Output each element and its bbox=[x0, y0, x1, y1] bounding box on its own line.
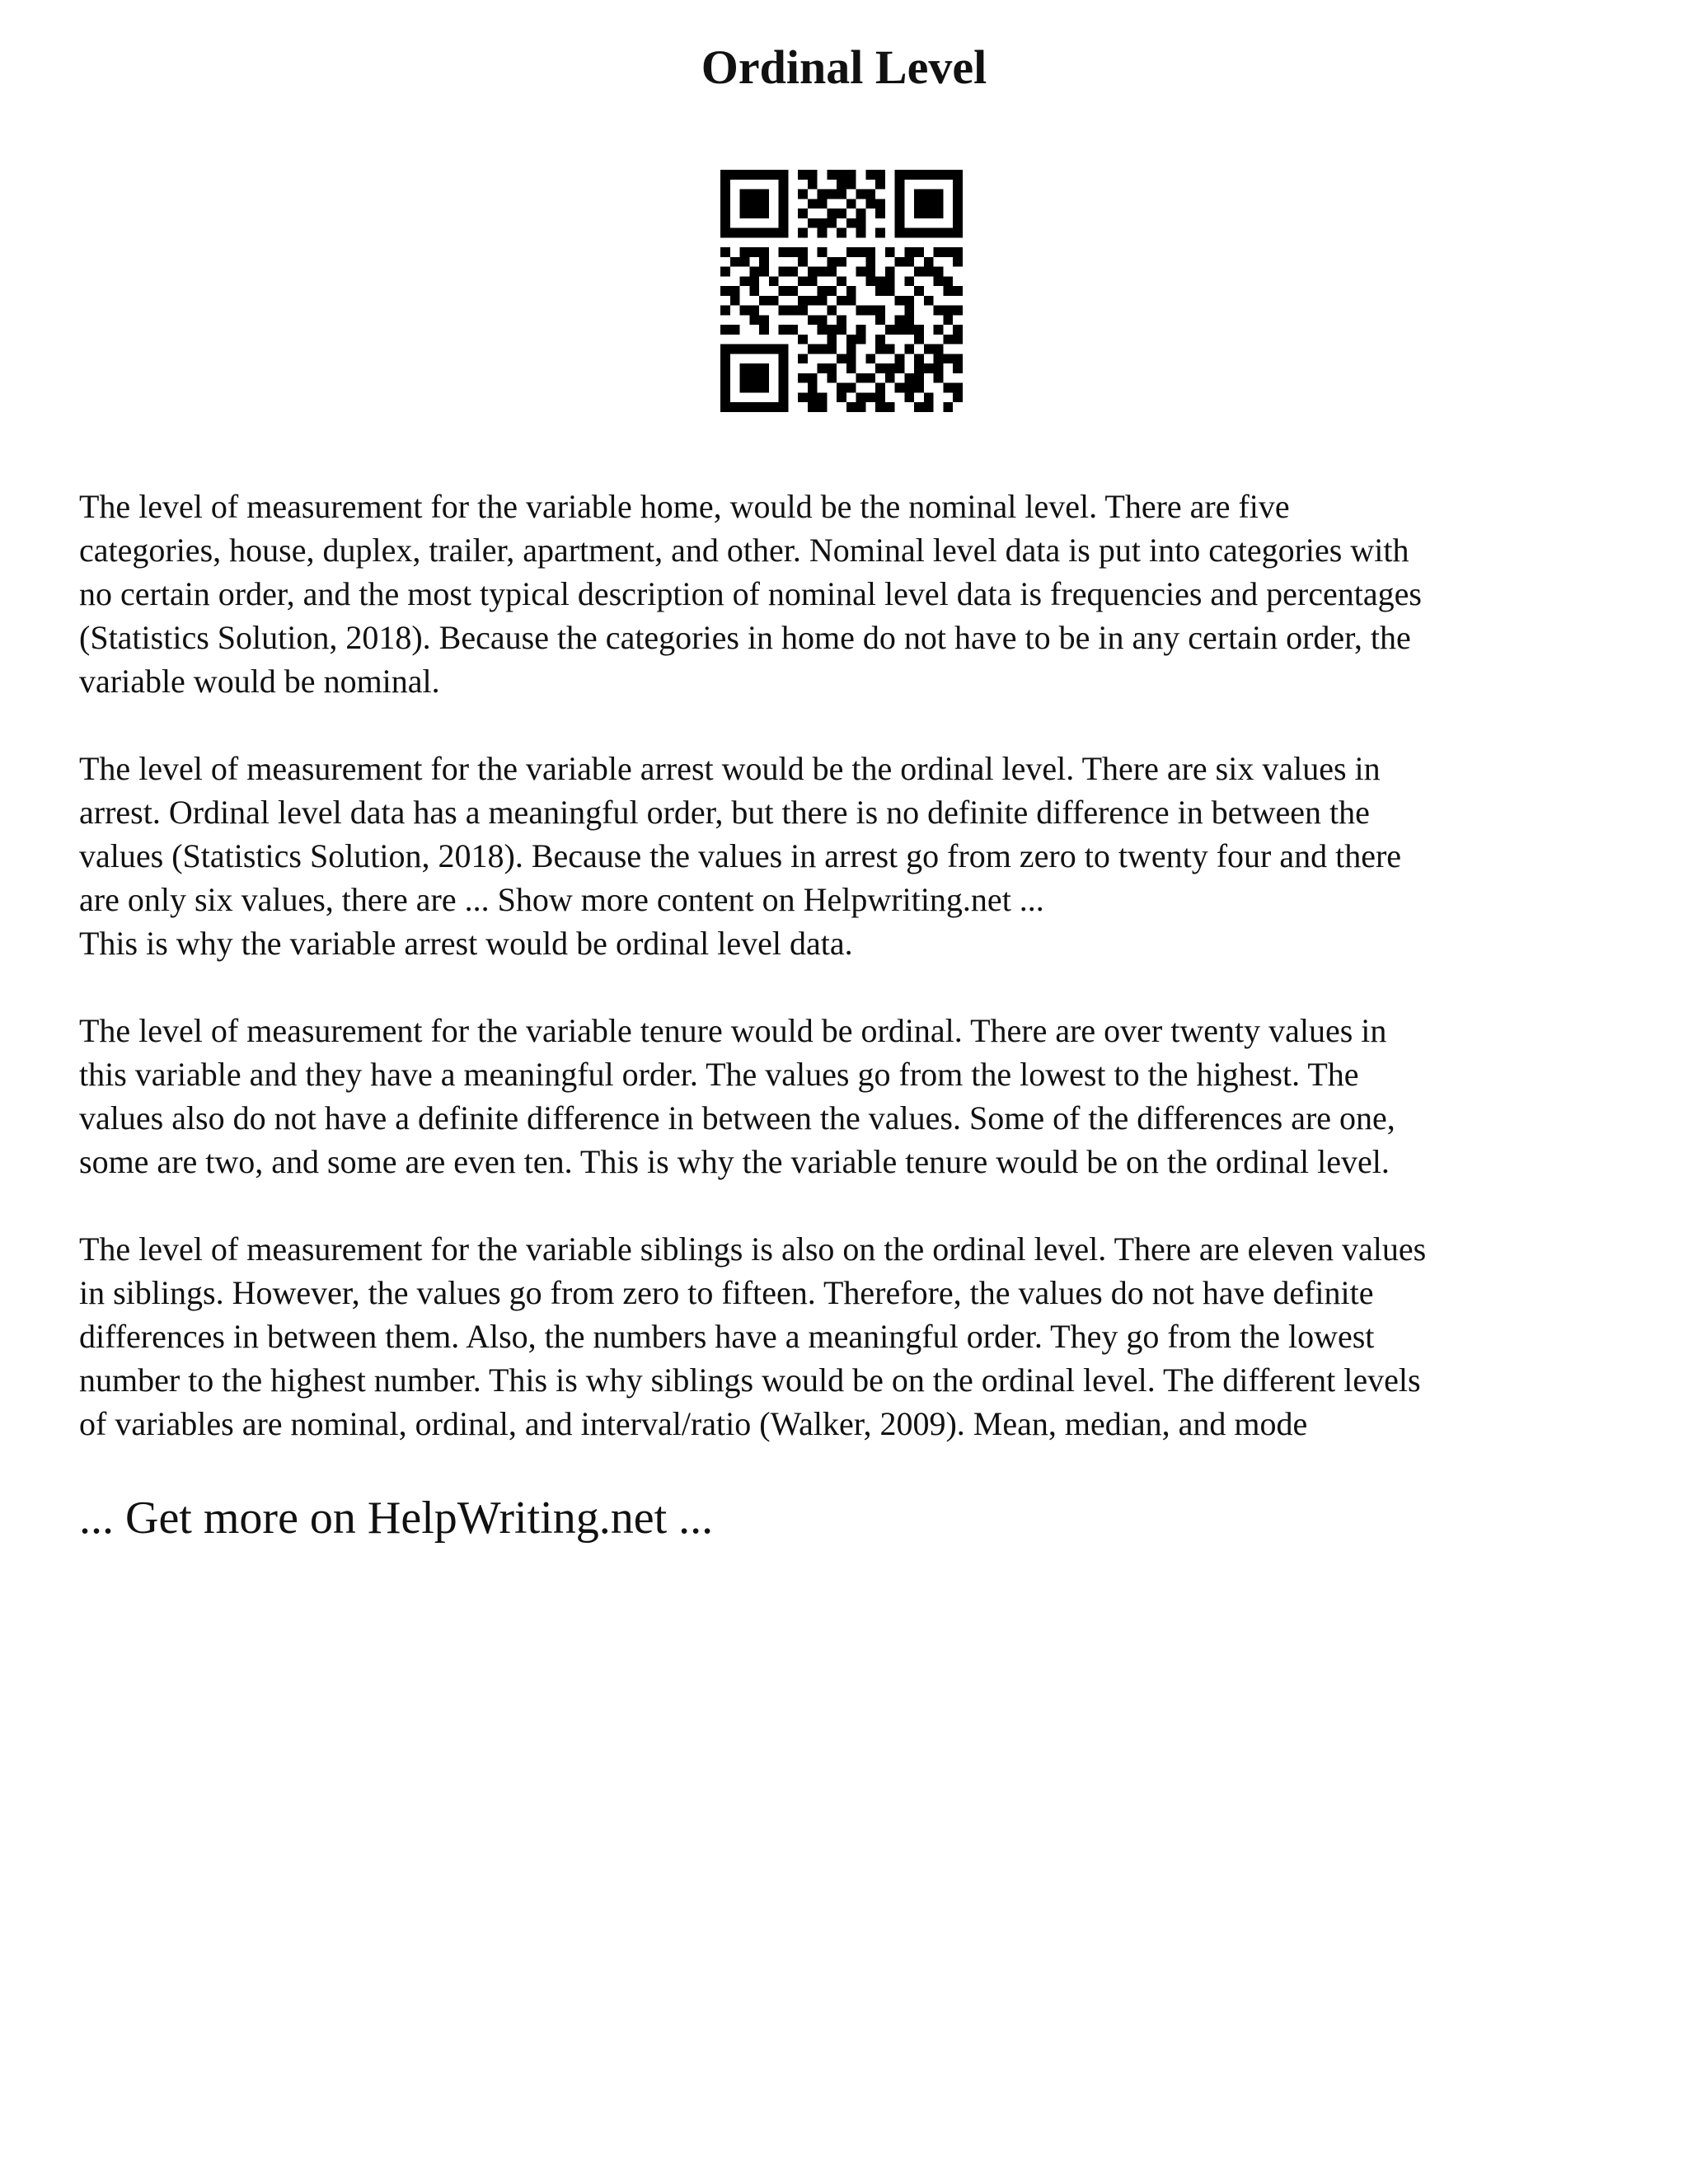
paragraph-home: The level of measurement for the variable home, would be the nominal level. There are five categories, house, duplex, trailer, apartment, and other. Nominal level data is put into categories with no certain order, and the most typical description of nominal level data is frequencies and percentages (Statistics Solution, 2018). Because the categories in home do not have to be in any certain order, the variable would be nominal. bbox=[79, 488, 1422, 700]
paragraph-arrest: The level of measurement for the variable arrest would be the ordinal level. There are six values in arrest. Ordinal level data has a meaningful order, but there is no definite difference in between the values (Statistics Solution, 2018). Because the values in arrest go from zero to twenty four and there are only six values, there are ... Show more content on Helpwriting.net ... This is why the variable arrest would be ordinal level data. bbox=[79, 750, 1402, 962]
get-more-link[interactable]: ... Get more on HelpWriting.net ... bbox=[79, 1493, 714, 1544]
paragraph-siblings: The level of measurement for the variable siblings is also on the ordinal level. There are eleven values in siblings. However, the values go from zero to fifteen. Therefore, the values do not have definite differences in between them. Also, the numbers have a meaningful order. They go from the lowest number to the highest number. This is why siblings would be on the ordinal level. The different levels of variables are nominal, ordinal, and interval/ratio (Walker, 2009). Mean, median, and mode bbox=[79, 1230, 1427, 1442]
paragraph-tenure: The level of measurement for the variable tenure would be ordinal. There are over twenty values in this variable and they have a meaningful order. The values go from the lowest to the highest. The values also do not have a definite difference in between the values. Some of the differences are one, some are two, and some are even ten. This is why the variable tenure would be on the ordinal level. bbox=[79, 1012, 1395, 1180]
article-body bbox=[79, 485, 1612, 1547]
qr-code-image[interactable] bbox=[720, 170, 963, 412]
qr-code-graphic bbox=[720, 170, 963, 412]
page-title: Ordinal Level bbox=[701, 40, 987, 94]
